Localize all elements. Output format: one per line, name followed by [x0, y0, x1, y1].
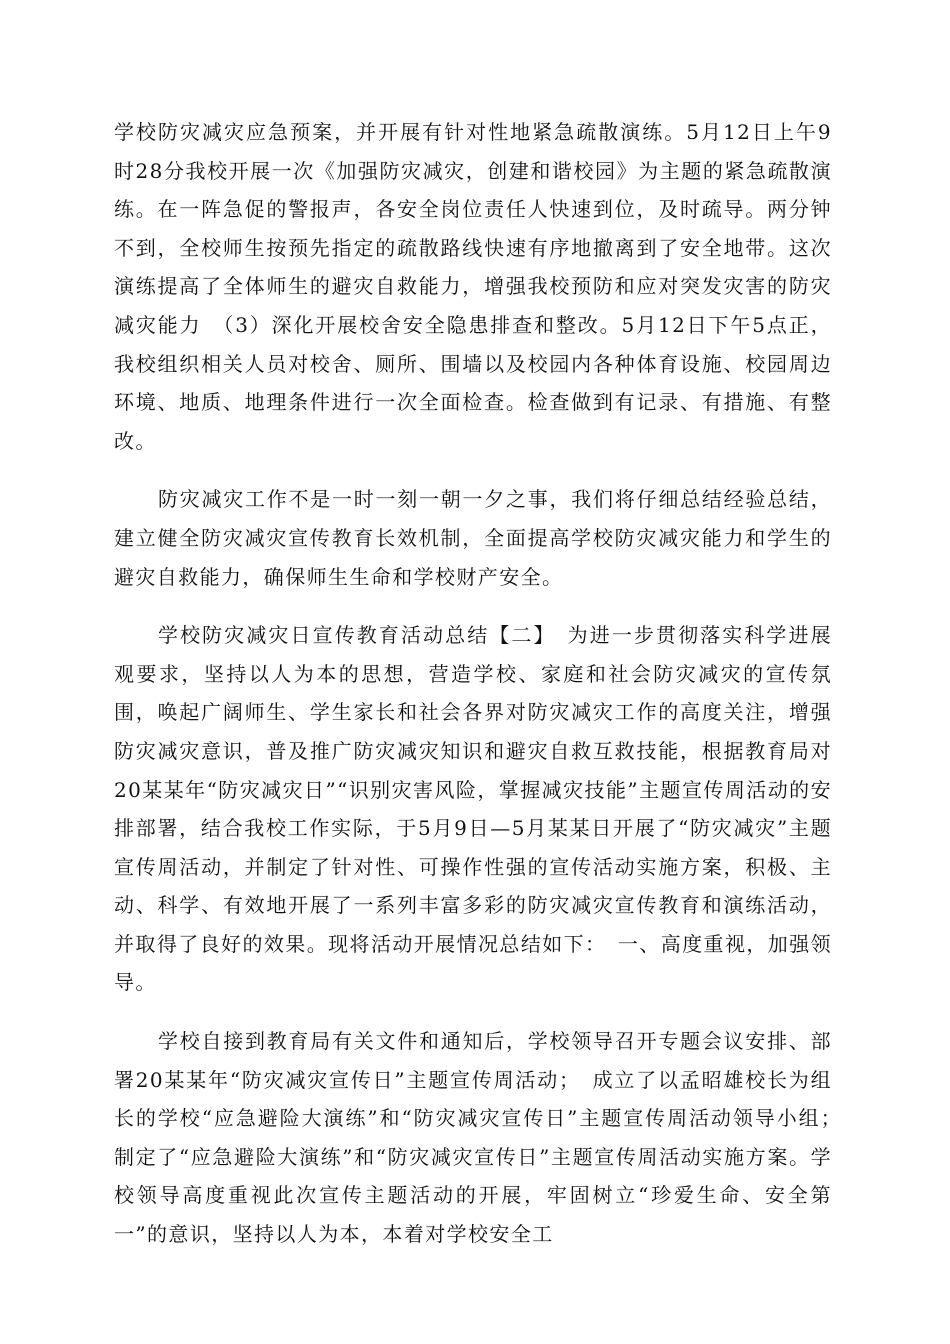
- paragraph-summary-two-intro: 学校防灾减灾日宣传教育活动总结【二】 为进一步贯彻落实科学进展观要求，坚持以人为本的思想，营造学校、家庭和社会防灾减灾的宣传氛围，唤起广阔师生、学生家长和社会各界对防灾减灾工作的高度关注，增强防灾减灾意识，普及推广防灾减灾知识和避灾自救互救技能，根据教育局对20某某年“防灾减灾日”“识别灾害风险，掌握减灾技能”主题宣传周活动的安排部署，结合我校工作实际，于5月9日—5月某某日开展了“防灾减灾”主题宣传周活动，并制定了针对性、可操作性强的宣传活动实施方案，积极、主动、科学、有效地开展了一系列丰富多彩的防灾减灾宣传教育和演练活动，并取得了良好的效果。现将活动开展情况总结如下： 一、高度重视，加强领导。: [114, 623, 832, 995]
- paragraph-leadership: 学校自接到教育局有关文件和通知后，学校领导召开专题会议安排、部署20某某年“防灾减灾宣传日”主题宣传周活动； 成立了以孟昭雄校长为组长的学校“应急避险大演练”和“防灾减灾宣传日”主题宣传周活动领导小组； 制定了“应急避险大演练”和“防灾减灾宣传日”主题宣传周活动实施方案。学校领导高度重视此次宣传主题活动的开展，牢固树立“珍爱生命、安全第一”的意识，坚持以人为本，本着对学校安全工: [114, 1029, 854, 1247]
- document-page: [114, 113, 854, 1274]
- paragraph-long-term-mechanism: 防灾减灾工作不是一时一刻一朝一夕之事，我们将仔细总结经验总结，建立健全防灾减灾宣传教育长效机制，全面提高学校防灾减灾能力和学生的避灾自救能力，确保师生生命和学校财产安全。: [114, 487, 832, 589]
- paragraph-drill-and-inspection: 学校防灾减灾应急预案，并开展有针对性地紧急疏散演练。5月12日上午9时28分我校开展一次《加强防灾减灾，创建和谐校园》为主题的紧急疏散演练。在一阵急促的警报声，各安全岗位责任人快速到位，及时疏导。两分钟不到，全校师生按预先指定的疏散路线快速有序地撤离到了安全地带。这次演练提高了全体师生的避灾自救能力，增强我校预防和应对突发灾害的防灾减灾能力 （3）深化开展校舍安全隐患排查和整改。5月12日下午5点正，我校组织相关人员对校舍、厕所、围墙以及校园内各种体育设施、校园周边环境、地质、地理条件进行一次全面检查。检查做到有记录、有措施、有整改。: [114, 120, 832, 453]
